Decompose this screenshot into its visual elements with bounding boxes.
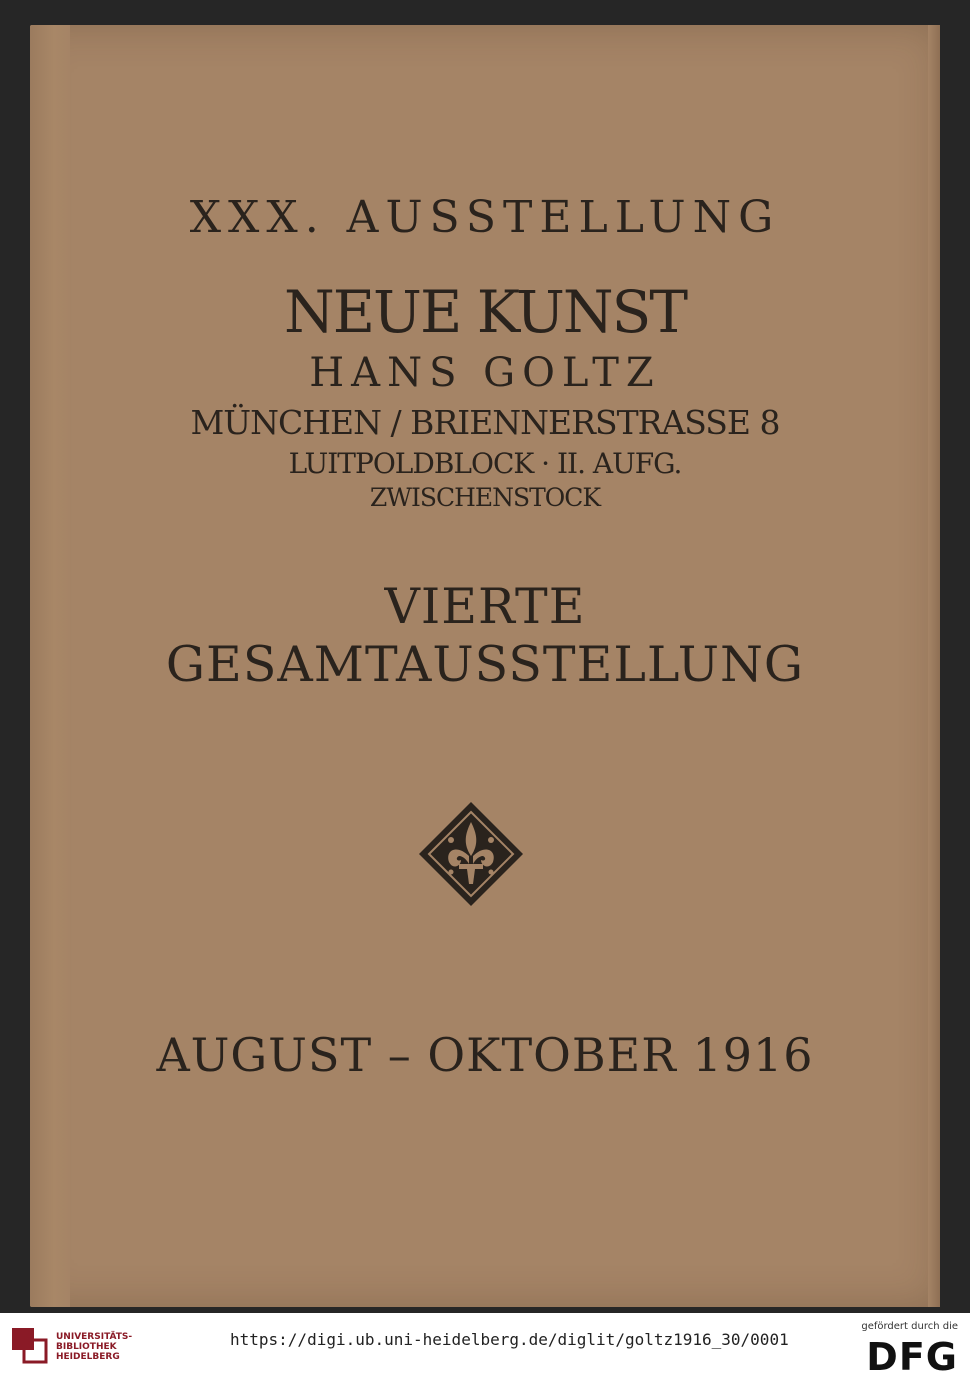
subtitle-line1: VIERTE	[384, 578, 586, 635]
address-line: MÜNCHEN / BRIENNERSTRASSE 8	[190, 403, 780, 442]
viewer-footer	[0, 1313, 970, 1384]
floor-line: ZWISCHENSTOCK	[369, 483, 601, 512]
exhibition-number: XXX. AUSSTELLUNG	[189, 192, 781, 243]
university-library-logo-icon	[10, 1326, 48, 1364]
gallery-title: NEUE KUNST	[283, 278, 687, 346]
library-name: UNIVERSITÄTS- BIBLIOTHEK HEIDELBERG	[56, 1332, 133, 1362]
permalink-url[interactable]: https://digi.ub.uni-heidelberg.de/diglit/goltz1916_30/0001	[230, 1330, 789, 1349]
exhibition-dates: AUGUST – OKTOBER 1916	[156, 1028, 814, 1082]
subtitle-line2: GESAMTAUSSTELLUNG	[165, 636, 805, 693]
funder-label: gefördert durch die	[861, 1321, 958, 1332]
building-line: LUITPOLDBLOCK · II. AUFG.	[288, 447, 682, 480]
gallery-owner: HANS GOLTZ	[309, 350, 661, 396]
dfg-logo: DFG	[866, 1335, 958, 1379]
fleur-de-lis-diamond-icon	[417, 800, 525, 908]
